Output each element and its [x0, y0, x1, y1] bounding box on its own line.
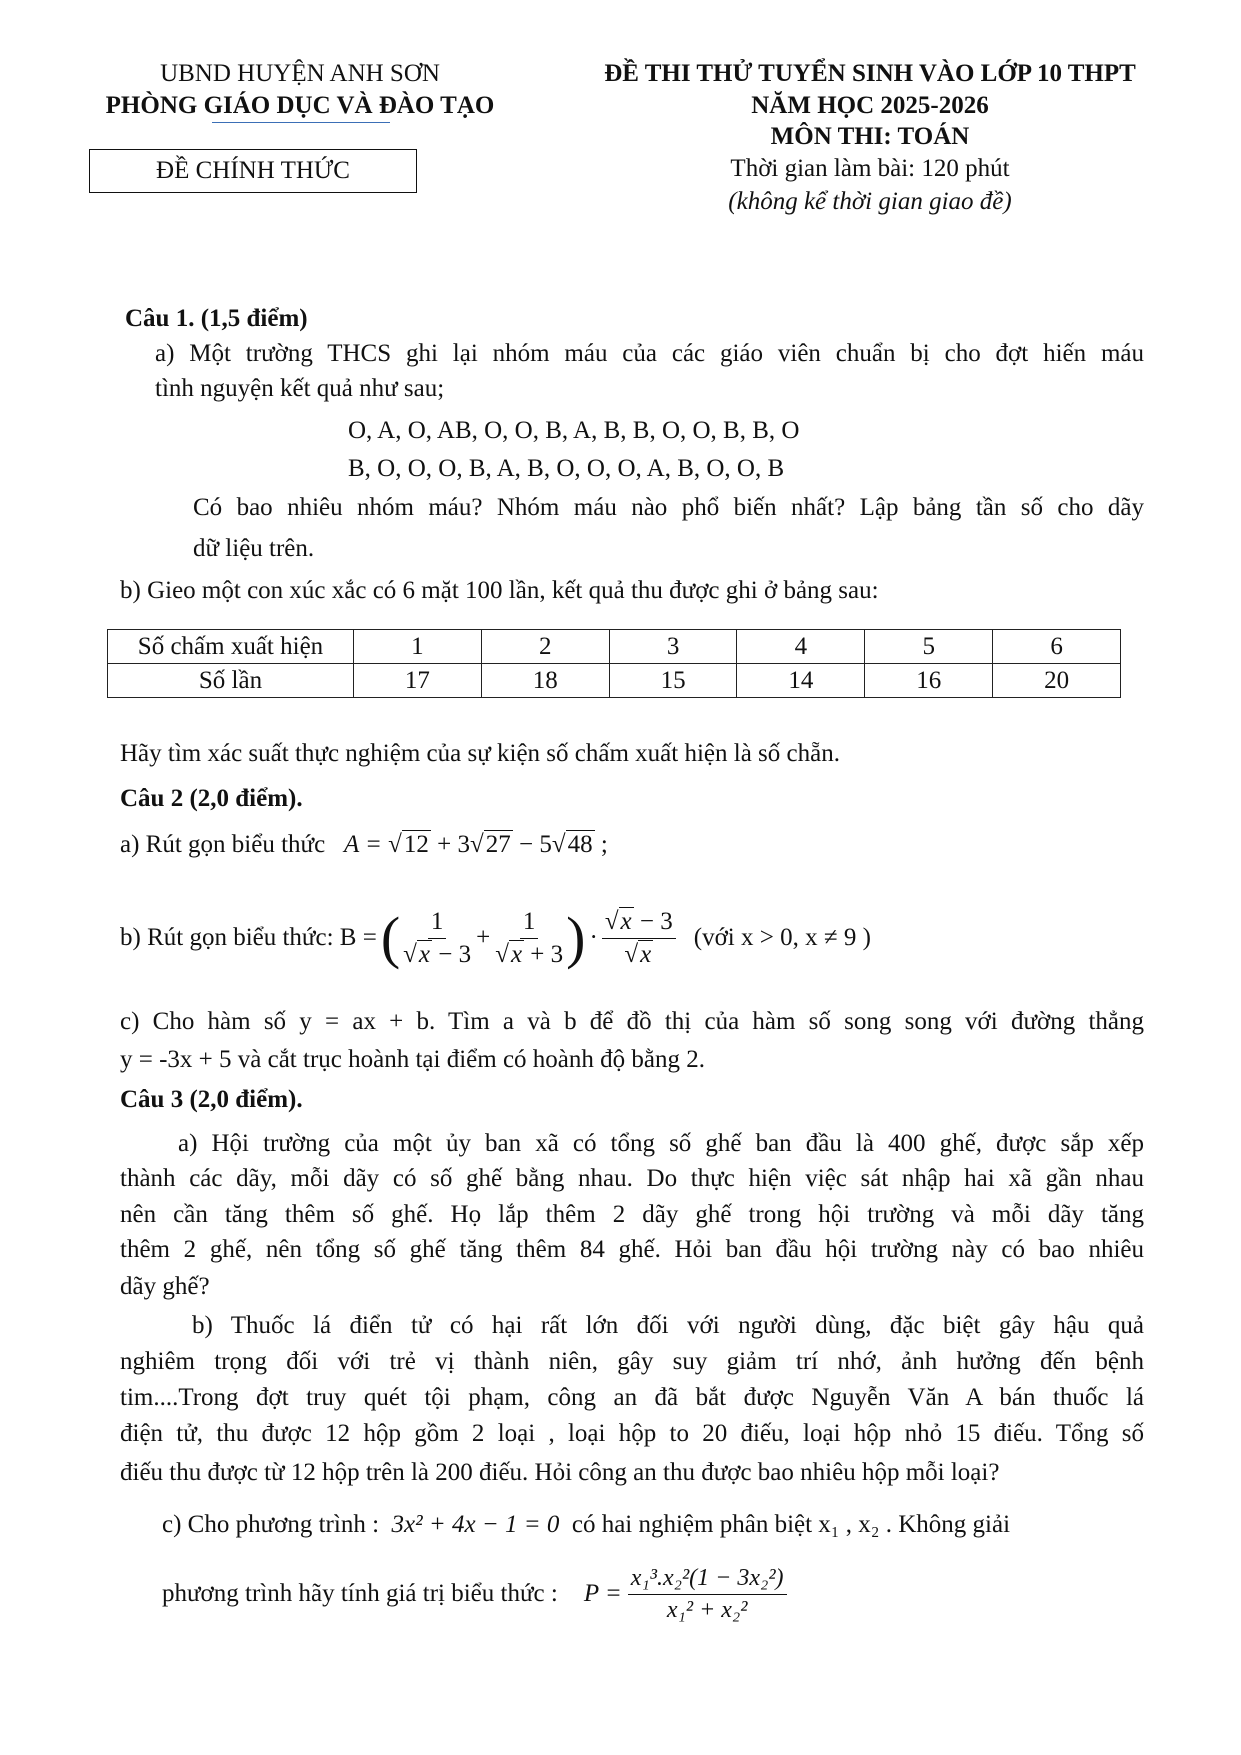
header-underline [212, 122, 390, 123]
table-cell: 4 [737, 630, 865, 664]
time-note: (không kể thời gian giao đề) [728, 188, 1012, 215]
header-left-line2: PHÒNG GIÁO DỤC VÀ ĐÀO TẠO [105, 92, 495, 119]
p-label: P = [583, 1580, 622, 1607]
table-cell: 17 [354, 664, 482, 698]
q2c-line2: y = -3x + 5 và cắt trục hoành tại điểm có hoành độ bằng 2. [120, 1046, 705, 1073]
q2a [120, 828, 608, 862]
q3a-line: thành các dãy, mỗi dãy có số ghế bằng nhau. Do thực hiện việc sát nhập hai xã gần nhau [120, 1165, 1144, 1192]
dice-frequency-table [107, 629, 1121, 698]
table-row [108, 664, 1121, 698]
sqrt-term: 12 [403, 831, 429, 858]
sqrt-term: 48 [567, 831, 593, 858]
table-cell: 5 [865, 630, 993, 664]
q3b-line: nghiêm trọng đối với trẻ vị thành niên, gây suy giảm trí nhớ, ảnh hưởng đến bệnh [120, 1348, 1144, 1375]
q3c-line2 [162, 1548, 787, 1640]
q3b-line: điếu thu được từ 12 hộp trên là 200 điếu. Hỏi công an thu được bao nhiêu hộp mỗi loại? [120, 1459, 1000, 1486]
q3c-equation: 3x² + 4x − 1 = 0 [391, 1511, 560, 1538]
p-denominator: x₁² + x₂² [666, 1596, 748, 1623]
expr-lhs: A = [343, 831, 389, 858]
q1a-line2: tình nguyện kết quả như sau; [155, 375, 445, 402]
q3-title: Câu 3 (2,0 điểm). [120, 1086, 303, 1113]
table-cell: 1 [354, 630, 482, 664]
q3b-line: tim....Trong đợt truy quét tội phạm, công an đã bắt được Nguyễn Văn A bán thuốc lá [120, 1384, 1144, 1411]
official-badge: ĐỀ CHÍNH THỨC [89, 149, 417, 193]
q3a-line: dãy ghế? [120, 1273, 210, 1300]
table-cell: 18 [481, 664, 609, 698]
q2a-expression: A = √12 + 3√27 − 5√48 ; [344, 831, 608, 858]
header-left-line1: UBND HUYỆN ANH SƠN [160, 60, 440, 87]
q3a-line: nên cần tăng thêm số ghế. Họ lắp thêm 2 dãy ghế trong hội trường và mỗi dãy tăng [120, 1201, 1144, 1228]
q1-data-line2: B, O, O, O, B, A, B, O, O, O, A, B, O, O, B [348, 455, 785, 482]
q2a-prefix: a) Rút gọn biểu thức [120, 831, 326, 858]
q3b-line: b) Thuốc lá điển tử có hại rất lớn đối với người dùng, đặc biệt gây hậu quả [192, 1312, 1144, 1339]
table-cell: 2 [481, 630, 609, 664]
q3c-line1 [162, 1508, 1144, 1542]
table-cell: 14 [737, 664, 865, 698]
q3c-prefix: c) Cho phương trình : [162, 1511, 380, 1538]
table-cell: 20 [993, 664, 1121, 698]
table-cell: 6 [993, 630, 1121, 664]
q2b-prefix: b) Rút gọn biểu thức: B = [120, 924, 377, 951]
q3c-suffix: có hai nghiệm phân biệt x₁ , x₂ . Không giải [571, 1511, 1011, 1538]
sqrt-term: 27 [485, 831, 511, 858]
q2b-condition: (với x > 0, x ≠ 9 ) [693, 924, 871, 951]
table-header-cell: Số chấm xuất hiện [108, 630, 354, 664]
subject: MÔN THI: TOÁN [770, 123, 970, 150]
q3a-line: a) Hội trường của một ủy ban xã có tổng số ghế ban đầu là 400 ghế, được sắp xếp [178, 1130, 1144, 1157]
q1-data-line1: O, A, O, AB, O, O, B, A, B, B, O, O, B, B, O [348, 417, 800, 444]
q3c-line2-text: phương trình hãy tính giá trị biểu thức : [162, 1580, 558, 1607]
q3b-line: điện tử, thu được 12 hộp gồm 2 loại , loại hộp to 20 điếu, loại hộp nhỏ 15 điếu. Tổng số [120, 1420, 1144, 1447]
fraction: $\frac{1}{√x - 3}$ [403, 907, 472, 968]
table-cell: 3 [609, 630, 737, 664]
q2b: b) Rút gọn biểu thức: B = ( $\frac{1}{√x - 3}$ + $\frac{1}{√x + 3}$ ) · $\frac{√x - 3}{√x}$ (với x > 0, x ≠ 9 ) [120, 905, 871, 970]
table-header-cell: Số lần [108, 664, 354, 698]
q3a-line: thêm 2 ghế, nên tổng số ghế tăng thêm 84 ghế. Hỏi ban đầu hội trường này có bao nhiêu [120, 1236, 1144, 1263]
q2-title: Câu 2 (2,0 điểm). [120, 785, 303, 812]
fraction: $\frac{√x - 3}{√x}$ [602, 908, 676, 969]
q1a-line1: a) Một trường THCS ghi lại nhóm máu của các giáo viên chuẩn bị cho đợt hiến máu [155, 340, 1144, 367]
q1b-question: Hãy tìm xác suất thực nghiệm của sự kiện số chấm xuất hiện là số chẵn. [120, 740, 840, 767]
time-allowed: Thời gian làm bài: 120 phút [730, 155, 1010, 182]
school-year: NĂM HỌC 2025-2026 [751, 92, 989, 119]
table-row [108, 630, 1121, 664]
table-cell: 15 [609, 664, 737, 698]
q1a-question-line1: Có bao nhiêu nhóm máu? Nhóm máu nào phổ biến nhất? Lập bảng tần số cho dãy [193, 494, 1144, 521]
fraction: $\frac{1}{√x + 3}$ [495, 907, 564, 968]
table-cell: 16 [865, 664, 993, 698]
q1a-question-line2: dữ liệu trên. [193, 535, 315, 562]
p-numerator: x₁³.x₂²(1 − 3x₂²) [628, 1565, 787, 1595]
exam-title: ĐỀ THI THỬ TUYỂN SINH VÀO LỚP 10 THPT [604, 60, 1136, 87]
q1b-line: b) Gieo một con xúc xắc có 6 mặt 100 lần, kết quả thu được ghi ở bảng sau: [120, 577, 879, 604]
q1-title: Câu 1. (1,5 điểm) [125, 305, 308, 332]
q2c-line1: c) Cho hàm số y = ax + b. Tìm a và b để đồ thị của hàm số song song với đường thẳng [120, 1008, 1144, 1035]
p-fraction [628, 1565, 787, 1624]
